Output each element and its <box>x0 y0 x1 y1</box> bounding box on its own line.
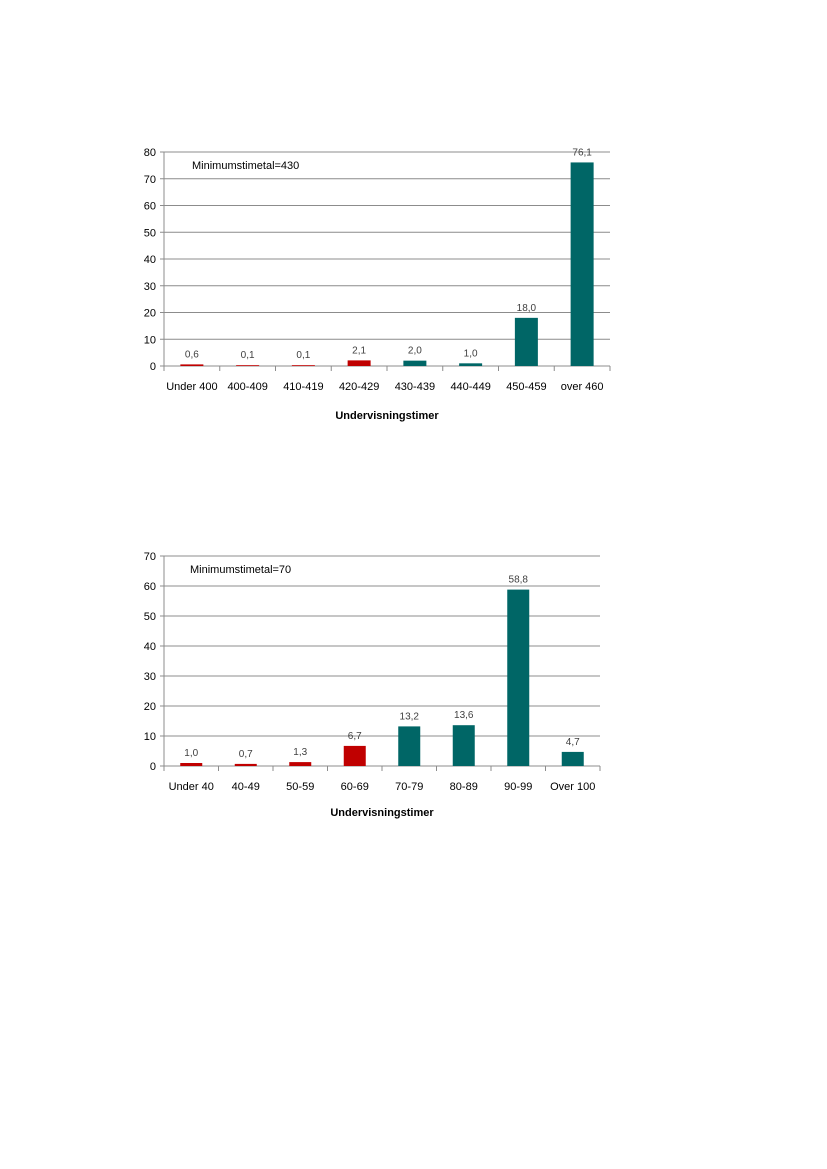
data-label: 0,7 <box>238 748 253 760</box>
category-label: 410-419 <box>283 381 324 393</box>
bar <box>235 764 257 766</box>
bar <box>398 726 420 766</box>
data-label: 1,0 <box>184 748 199 759</box>
data-label: 2,0 <box>407 345 422 357</box>
category-label: 450-459 <box>506 381 547 393</box>
category-label: 420-429 <box>338 381 380 393</box>
y-tick-label: 30 <box>143 280 156 293</box>
y-tick-label: 0 <box>149 761 156 773</box>
bar <box>292 365 315 366</box>
y-tick-label: 60 <box>143 581 156 593</box>
chart-2 <box>144 551 600 819</box>
category-label: over 460 <box>560 381 604 393</box>
bar <box>344 746 366 766</box>
category-label: 400-409 <box>227 381 268 393</box>
chart-1 <box>144 147 610 422</box>
bar <box>180 364 203 366</box>
category-label: 70-79 <box>395 781 424 793</box>
data-label: 4,7 <box>565 736 580 748</box>
category-label: Under 40 <box>168 781 214 793</box>
category-label: 80-89 <box>449 781 478 793</box>
category-label: 430-439 <box>394 381 436 393</box>
bar <box>515 318 538 366</box>
y-tick-label: 40 <box>143 254 156 266</box>
data-label: 0,1 <box>240 350 255 362</box>
data-label: 6,7 <box>347 730 362 742</box>
y-tick-label: 20 <box>143 307 156 320</box>
data-label: 76,1 <box>572 147 592 159</box>
y-tick-label: 60 <box>143 200 156 213</box>
y-tick-label: 20 <box>143 701 156 713</box>
bar <box>453 725 475 766</box>
category-label: 40-49 <box>231 781 260 793</box>
data-label: 0,1 <box>296 350 311 362</box>
annotation-text: Minimumstimetal=430 <box>192 160 300 172</box>
y-tick-label: 50 <box>143 611 156 623</box>
y-tick-label: 10 <box>143 731 156 743</box>
bar <box>289 762 311 766</box>
bar <box>562 752 584 766</box>
bar <box>571 162 594 366</box>
y-tick-label: 70 <box>143 173 156 186</box>
bar <box>348 360 371 366</box>
bar <box>236 365 259 366</box>
category-label: 90-99 <box>504 781 533 793</box>
bar <box>507 590 529 766</box>
data-label: 18,0 <box>516 302 537 314</box>
data-label: 1,3 <box>293 747 308 759</box>
bar <box>459 363 482 366</box>
x-axis-title: Undervisningstimer <box>335 410 439 422</box>
y-tick-label: 30 <box>143 671 156 683</box>
x-axis-title: Undervisningstimer <box>330 807 434 819</box>
data-label: 58,8 <box>508 574 528 586</box>
data-label: 13,6 <box>454 710 474 722</box>
category-label: Over 100 <box>550 781 596 793</box>
category-label: 50-59 <box>286 781 315 793</box>
y-tick-label: 70 <box>143 551 156 563</box>
bar <box>180 763 202 766</box>
y-tick-label: 80 <box>143 147 156 159</box>
annotation-text: Minimumstimetal=70 <box>190 564 292 576</box>
bar <box>403 361 426 366</box>
y-tick-label: 40 <box>143 641 156 653</box>
y-tick-label: 10 <box>143 334 156 347</box>
category-label: 60-69 <box>340 781 369 793</box>
data-label: 2,1 <box>352 345 367 357</box>
y-tick-label: 50 <box>143 227 156 240</box>
category-label: Under 400 <box>166 381 218 393</box>
data-label: 13,2 <box>399 711 419 723</box>
data-label: 1,0 <box>463 348 478 360</box>
category-label: 440-449 <box>450 381 491 393</box>
y-tick-label: 0 <box>149 361 156 373</box>
data-label: 0,6 <box>184 349 199 361</box>
